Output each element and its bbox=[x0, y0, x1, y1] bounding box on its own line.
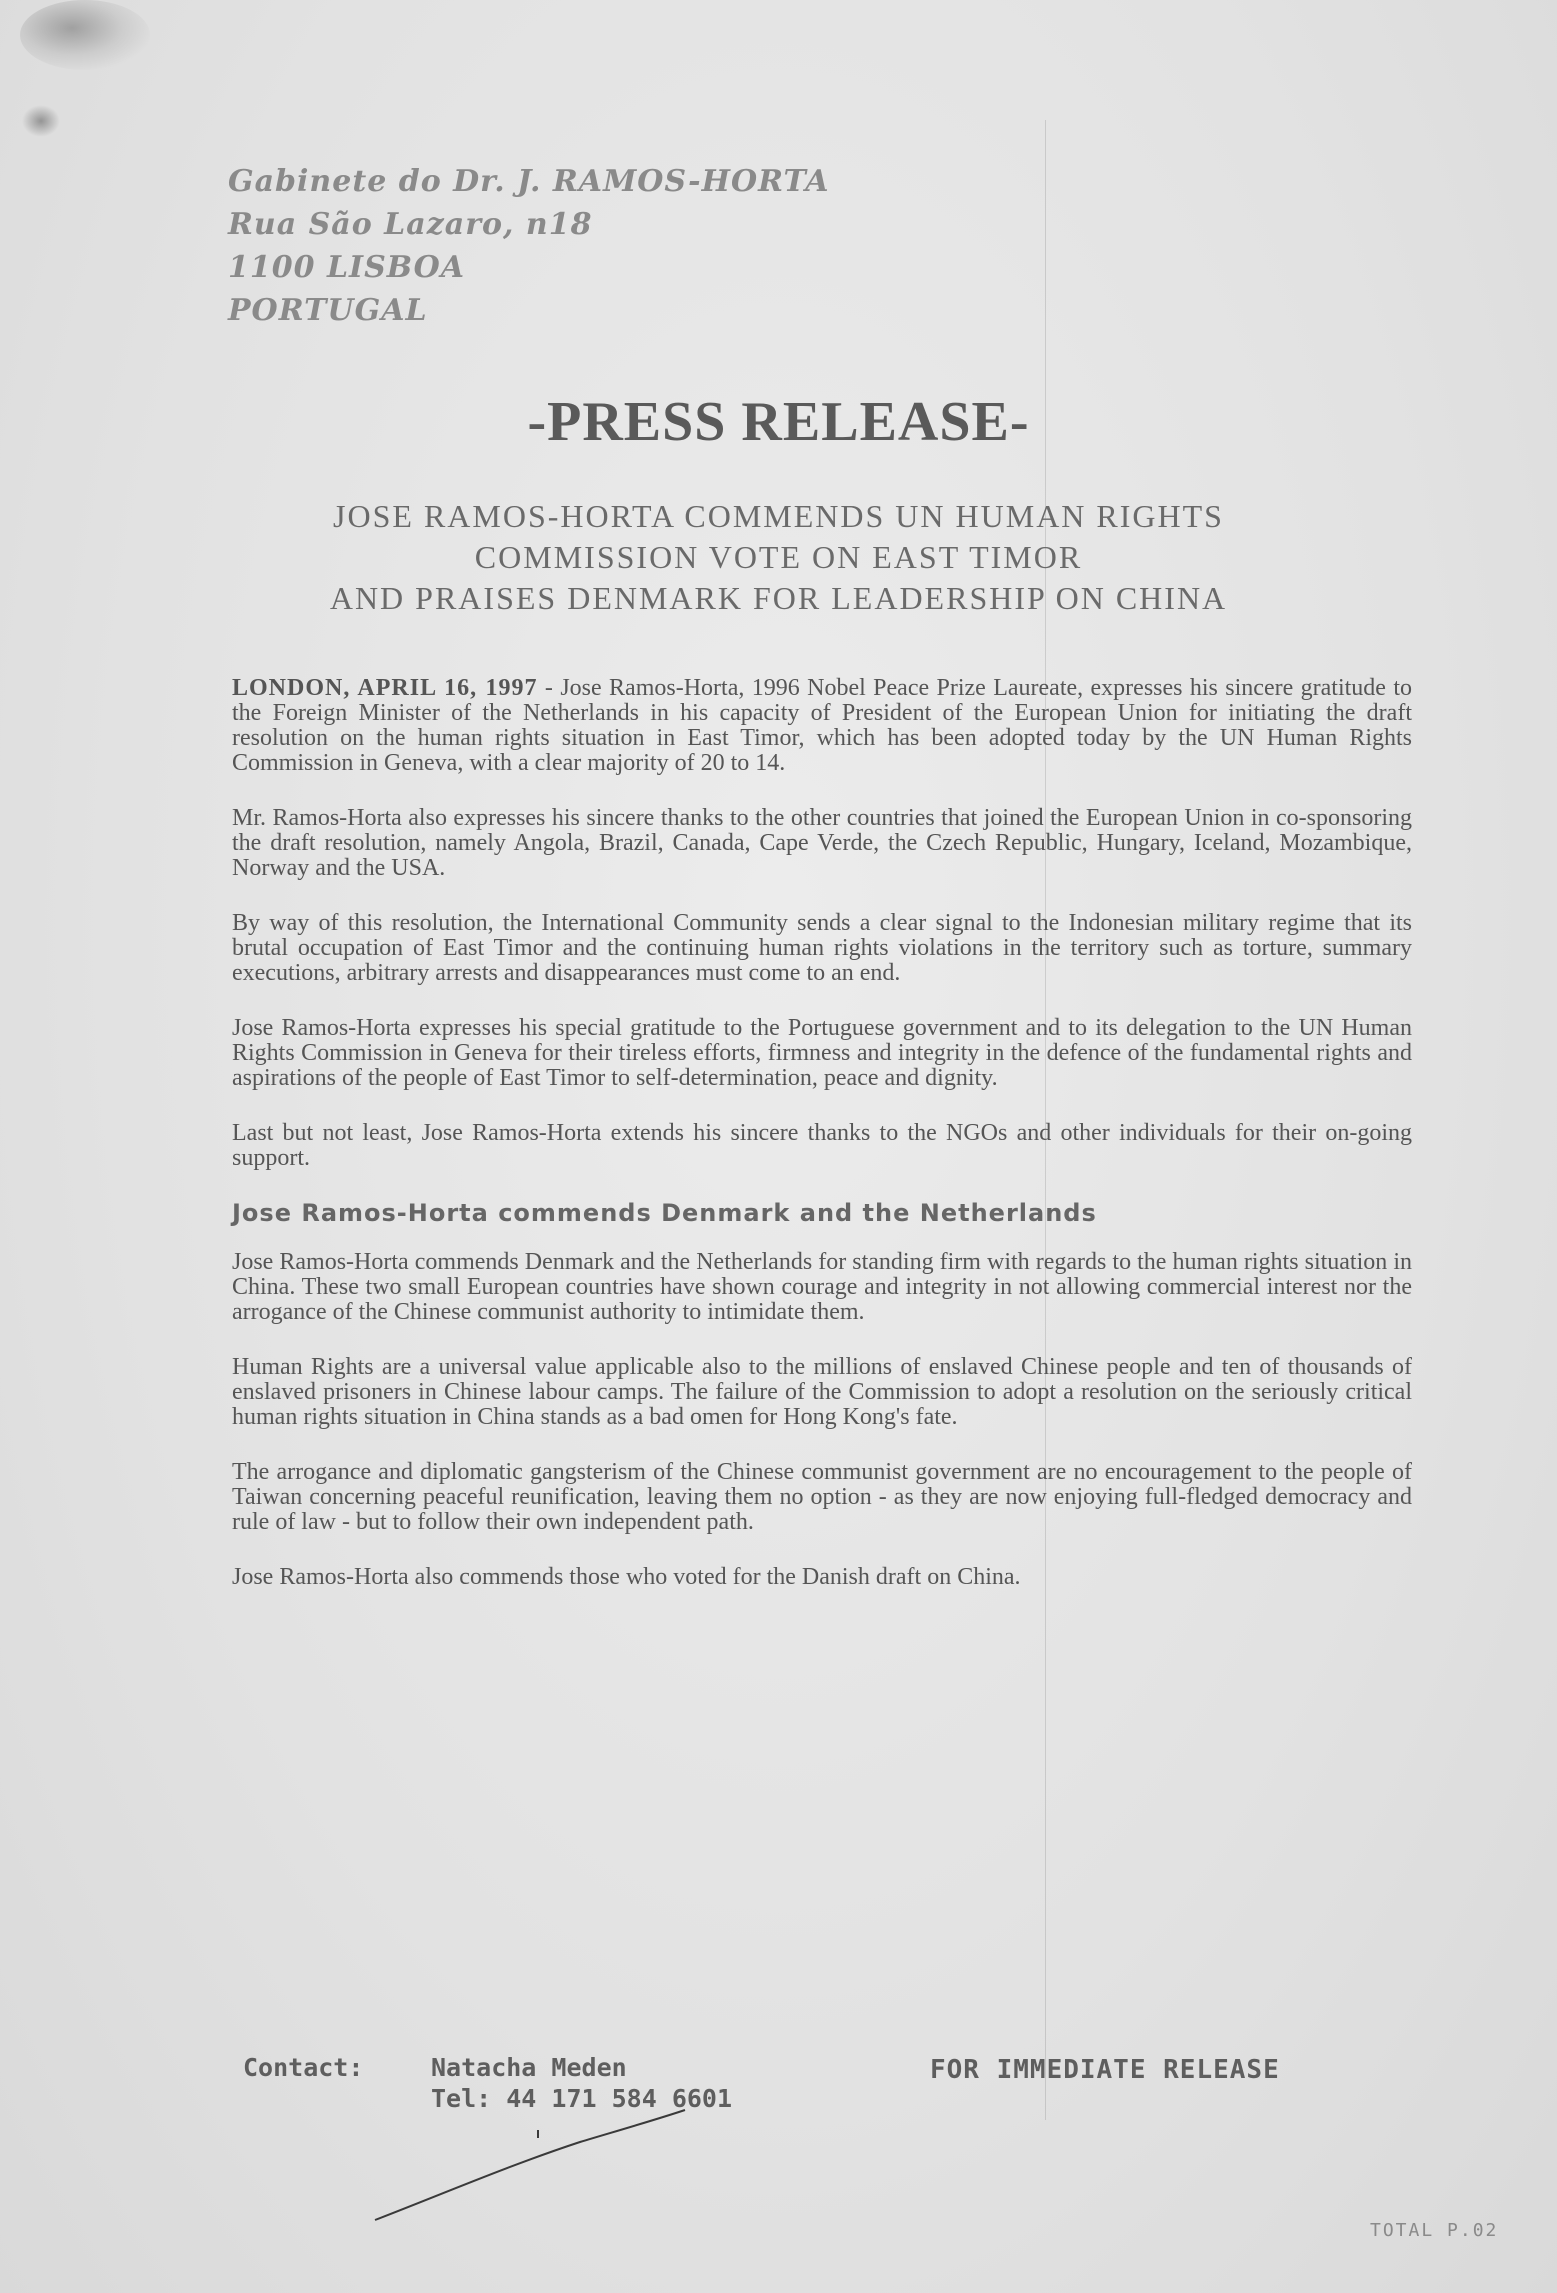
dateline: LONDON, APRIL 16, 1997 bbox=[232, 675, 538, 701]
paragraph-text: - Jose Ramos-Horta, 1996 Nobel Peace Prize Laureate, expresses his sincere gratitude to the Foreign Minister of the Netherlands in his capacity of President of the European Union for initiating the draft resolution on the human rights situation in East Timor, which has been adopted today by the UN Human Rights Commission in Geneva, with a clear majority of 20 to 14. bbox=[232, 675, 1412, 776]
contact-phone: Tel: 44 171 584 6601 bbox=[431, 2084, 733, 2113]
sender-address bbox=[228, 160, 829, 332]
headline-line: JOSE RAMOS-HORTA COMMENDS UN HUMAN RIGHTS bbox=[333, 498, 1224, 534]
paragraph-1 bbox=[232, 676, 1412, 776]
paragraph-4: Jose Ramos-Horta expresses his special gratitude to the Portuguese government and to its delegation to the UN Human Rights Commission in Geneva for their tireless efforts, firmness and integrity in the defence of the fundamental rights and aspirations of the people of East Timor to self-determination, peace and dignity. bbox=[232, 1015, 1412, 1091]
scan-smudge bbox=[22, 105, 60, 137]
paragraph-2: Mr. Ramos-Horta also expresses his sincere thanks to the other countries that joined the European Union in co-sponsoring the draft resolution, namely Angola, Brazil, Canada, Cape Verde, the Czech Republic, Hungary, Iceland, Mozambique, Norway and the USA. bbox=[232, 805, 1412, 881]
headline-line: AND PRAISES DENMARK FOR LEADERSHIP ON CHINA bbox=[329, 580, 1228, 616]
fax-page-total: TOTAL P.02 bbox=[1370, 2220, 1499, 2241]
paragraph-8: The arrogance and diplomatic gangsterism of the Chinese communist government are no encouragement to the people of Taiwan concerning peaceful reunification, leaving them no option - as they are now enjoying full-fledged democracy and rule of law - but to follow their own independent path. bbox=[232, 1459, 1412, 1535]
paragraph-5: Last but not least, Jose Ramos-Horta extends his sincere thanks to the NGOs and other individuals for their on-going support. bbox=[232, 1120, 1412, 1171]
address-line: Gabinete do Dr. J. RAMOS-HORTA bbox=[228, 164, 830, 199]
address-line: PORTUGAL bbox=[228, 293, 428, 328]
signature-stroke bbox=[370, 2090, 690, 2230]
headline bbox=[0, 496, 1557, 619]
scan-smudge bbox=[20, 0, 150, 70]
paragraph-7: Human Rights are a universal value applicable also to the millions of enslaved Chinese people and ten of thousands of enslaved prisoners in Chinese labour camps. The failure of the Commission to adopt a resolution on the seriously critical human rights situation in China stands as a bad omen for Hong Kong's fate. bbox=[232, 1354, 1412, 1430]
paragraph-3: By way of this resolution, the International Community sends a clear signal to the Indonesian military regime that its brutal occupation of East Timor and the continuing human rights violations in the territory such as torture, summary executions, arbitrary arrests and disappearances must come to an end. bbox=[232, 910, 1412, 986]
address-line: Rua São Lazaro, n18 bbox=[228, 207, 593, 242]
page-title: -PRESS RELEASE- bbox=[527, 391, 1030, 453]
contact-name: Natacha Meden bbox=[431, 2053, 627, 2082]
section-subheading: Jose Ramos-Horta commends Denmark and the Netherlands bbox=[232, 1199, 1097, 1227]
press-release-body bbox=[232, 676, 1412, 1620]
headline-line: COMMISSION VOTE ON EAST TIMOR bbox=[474, 539, 1083, 575]
paragraph-6: Jose Ramos-Horta commends Denmark and the Netherlands for standing firm with regards to the human rights situation in China. These two small European countries have shown courage and integrity in not allowing commercial interest nor the arrogance of the Chinese communist authority to intimidate them. bbox=[232, 1249, 1412, 1325]
address-line: 1100 LISBOA bbox=[228, 250, 466, 285]
paragraph-9: Jose Ramos-Horta also commends those who voted for the Danish draft on China. bbox=[232, 1564, 1021, 1590]
release-notice: FOR IMMEDIATE RELEASE bbox=[930, 2055, 1280, 2085]
contact-label: Contact: bbox=[243, 2053, 364, 2082]
